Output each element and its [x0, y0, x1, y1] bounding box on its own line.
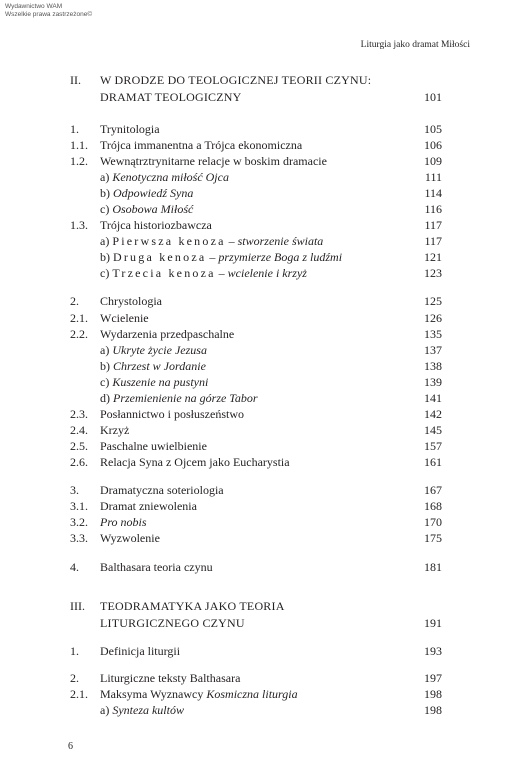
toc-title: Relacja Syna z Ojcem jako Eucharystia — [100, 455, 290, 469]
toc-page: 170 — [424, 515, 442, 529]
toc-title: Balthasara teoria czynu — [100, 560, 213, 574]
toc-page: 106 — [424, 138, 442, 152]
toc-entry — [70, 310, 442, 326]
toc-title — [100, 169, 229, 185]
toc-page: 137 — [424, 343, 442, 357]
toc-title: W DRODZE DO TEOLOGICZNEJ TEORII CZYNU: — [100, 73, 372, 87]
toc-section-heading — [70, 598, 442, 614]
toc-number: 2.1. — [70, 687, 88, 701]
toc-italic: – wcielenie i krzyż — [218, 266, 307, 280]
toc-page: 139 — [424, 375, 442, 389]
toc-section-heading-cont — [70, 89, 442, 105]
toc-subentry — [70, 358, 442, 374]
toc-page: 168 — [424, 499, 442, 513]
toc-prefix: b) — [100, 186, 110, 200]
toc-number: II. — [70, 73, 81, 87]
toc-page: 117 — [424, 234, 442, 248]
toc-entry — [70, 530, 442, 546]
toc-page: 161 — [424, 455, 442, 469]
toc-page: 111 — [424, 170, 442, 184]
toc-title — [100, 265, 307, 281]
toc-title: Krzyż — [100, 423, 130, 437]
toc-page: 191 — [424, 616, 442, 630]
toc-page: 126 — [424, 311, 442, 325]
toc-italic: Kosmiczna liturgia — [206, 687, 298, 701]
toc-number: 1.2. — [70, 154, 88, 168]
toc-page: 121 — [424, 250, 442, 264]
toc-page: 123 — [424, 266, 442, 280]
toc-title: Trójca historiozbawcza — [100, 218, 212, 232]
toc-italic: Osobowa Miłość — [112, 202, 194, 216]
toc-entry — [70, 670, 442, 686]
toc-number: 4. — [70, 560, 79, 574]
toc-number: 2. — [70, 294, 79, 308]
toc-entry — [70, 217, 442, 233]
toc-number: 1. — [70, 122, 79, 136]
toc-page: 193 — [424, 644, 442, 658]
toc-title — [100, 185, 193, 201]
toc-page: 157 — [424, 439, 442, 453]
toc-title — [100, 342, 207, 358]
toc-number: 2.5. — [70, 439, 88, 453]
toc-title: Trójca immanentna a Trójca ekonomiczna — [100, 138, 303, 152]
toc-italic: Ukryte życie Jezusa — [112, 343, 207, 357]
toc-entry — [70, 137, 442, 153]
toc-number: 3.3. — [70, 531, 88, 545]
toc-entry — [70, 454, 442, 470]
toc-subentry — [70, 374, 442, 390]
toc-prefix: d) — [100, 391, 110, 405]
toc-page: 117 — [424, 218, 442, 232]
toc-italic: Synteza kultów — [112, 703, 184, 717]
toc-page: 114 — [424, 186, 442, 200]
toc-page: 125 — [424, 294, 442, 308]
toc-subentry — [70, 233, 442, 249]
toc-italic: Kuszenie na pustyni — [112, 375, 209, 389]
toc-entry — [70, 482, 442, 498]
watermark — [5, 3, 92, 19]
toc-section-heading — [70, 72, 442, 88]
toc-page: 138 — [424, 359, 442, 373]
toc-entry — [70, 514, 442, 530]
toc-subentry — [70, 702, 442, 718]
toc-prefix: b) — [100, 359, 110, 373]
toc-title: Wcielenie — [100, 311, 149, 325]
toc-title — [100, 686, 298, 702]
toc-page: 141 — [424, 391, 442, 405]
toc-page: 175 — [424, 531, 442, 545]
toc-title: DRAMAT TEOLOGICZNY — [100, 90, 242, 104]
toc-number: 2.6. — [70, 455, 88, 469]
toc-title: Posłannictwo i posłuszeństwo — [100, 407, 244, 421]
toc-subentry — [70, 185, 442, 201]
toc-title — [100, 201, 193, 217]
toc-title: Definicja liturgii — [100, 644, 181, 658]
toc-number: 3.2. — [70, 515, 88, 529]
toc-number: 1.3. — [70, 218, 88, 232]
toc-number: 1. — [70, 644, 79, 658]
toc-title: Paschalne uwielbienie — [100, 439, 207, 453]
toc-title — [100, 249, 342, 265]
toc-italic: Chrzest w Jordanie — [113, 359, 206, 373]
toc-page: 198 — [424, 703, 442, 717]
toc-spaced: Druga kenoza — [113, 250, 207, 264]
toc-page: 181 — [424, 560, 442, 574]
toc-prefix: a) — [100, 234, 110, 248]
toc-entry — [70, 686, 442, 702]
toc-subentry — [70, 265, 442, 281]
toc-prefix: c) — [100, 266, 110, 280]
toc-number: 1.1. — [70, 138, 88, 152]
toc-title — [100, 390, 258, 406]
toc-title: Pro nobis — [100, 515, 147, 529]
toc-title — [100, 374, 208, 390]
toc-number: 2. — [70, 671, 79, 685]
toc-number: 3. — [70, 483, 79, 497]
toc-italic: Kenotyczna miłość Ojca — [112, 170, 229, 184]
toc-subentry — [70, 342, 442, 358]
toc-title — [100, 233, 323, 249]
toc-page: 135 — [424, 327, 442, 341]
toc-page: 198 — [424, 687, 442, 701]
watermark-line-2: Wszelkie prawa zastrzeżone© — [5, 11, 93, 18]
toc-number: 3.1. — [70, 499, 88, 513]
toc-title: Wewnątrztrynitarne relacje w boskim dramacie — [100, 154, 327, 168]
toc-title — [100, 358, 206, 374]
toc-subentry — [70, 201, 442, 217]
toc-entry — [70, 406, 442, 422]
toc-page: 167 — [424, 483, 442, 497]
toc-italic: Przemienienie na górze Tabor — [113, 391, 258, 405]
toc-number: III. — [70, 599, 85, 613]
toc-entry — [70, 121, 442, 137]
toc-number: 2.4. — [70, 423, 88, 437]
toc-entry — [70, 643, 442, 659]
toc-number: 2.2. — [70, 327, 88, 341]
toc-section-heading-cont — [70, 615, 442, 631]
running-head: Liturgia jako dramat Miłości — [360, 40, 470, 50]
toc-title: Trynitologia — [100, 122, 160, 136]
toc-number: 2.3. — [70, 407, 88, 421]
toc-spaced: Pierwsza kenoza — [112, 234, 226, 248]
toc-plain: Maksyma Wyznawcy — [100, 687, 204, 701]
toc-page: 116 — [424, 202, 442, 216]
toc-page: 142 — [424, 407, 442, 421]
toc-entry — [70, 438, 442, 454]
toc-subentry — [70, 390, 442, 406]
toc-page: 145 — [424, 423, 442, 437]
toc-entry — [70, 153, 442, 169]
toc-title: TEODRAMATYKA JAKO TEORIA — [100, 599, 285, 613]
toc-italic: – stworzenie świata — [228, 234, 324, 248]
toc-prefix: c) — [100, 202, 110, 216]
toc-spaced: Trzecia kenoza — [112, 266, 216, 280]
toc-page: 197 — [424, 671, 442, 685]
toc-entry — [70, 498, 442, 514]
watermark-line-1: Wydawnictwo WAM — [5, 3, 63, 10]
toc-title — [100, 702, 184, 718]
toc-prefix: b) — [100, 250, 110, 264]
toc-title: Wyzwolenie — [100, 531, 160, 545]
toc-title: Chrystologia — [100, 294, 162, 308]
toc-page: 105 — [424, 122, 442, 136]
toc-title: Dramatyczna soteriologia — [100, 483, 224, 497]
toc-page: 101 — [424, 90, 442, 104]
toc-title: LITURGICZNEGO CZYNU — [100, 616, 245, 630]
page-number: 6 — [68, 741, 73, 752]
toc-title: Wydarzenia przedpaschalne — [100, 327, 235, 341]
toc-prefix: a) — [100, 170, 110, 184]
toc-prefix: a) — [100, 703, 110, 717]
toc-subentry — [70, 249, 442, 265]
toc-entry — [70, 326, 442, 342]
toc-number: 2.1. — [70, 311, 88, 325]
toc-italic: – przymierze Boga z ludźmi — [209, 250, 343, 264]
toc-entry — [70, 559, 442, 575]
toc-prefix: a) — [100, 343, 110, 357]
toc-subentry — [70, 169, 442, 185]
toc-title: Dramat zniewolenia — [100, 499, 197, 513]
toc-entry — [70, 422, 442, 438]
toc-entry — [70, 293, 442, 309]
toc-prefix: c) — [100, 375, 110, 389]
toc-title: Liturgiczne teksty Balthasara — [100, 671, 241, 685]
toc-page: 109 — [424, 154, 442, 168]
toc-italic: Odpowiedź Syna — [113, 186, 194, 200]
